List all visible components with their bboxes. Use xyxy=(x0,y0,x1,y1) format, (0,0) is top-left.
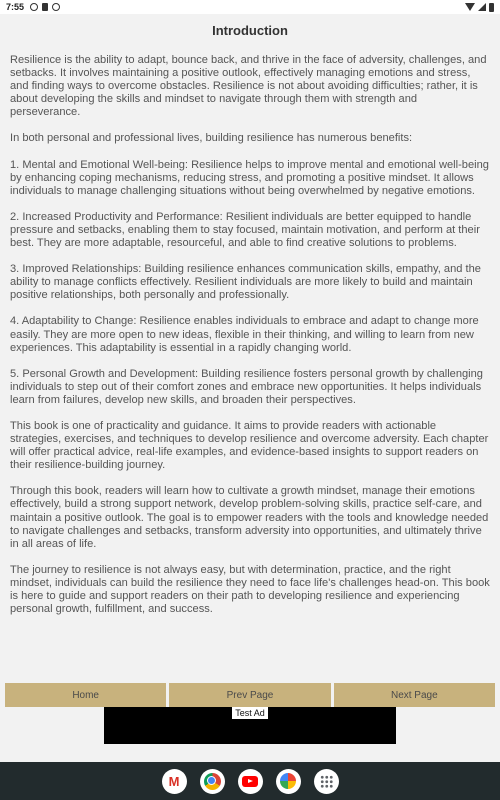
home-button[interactable]: Home xyxy=(5,683,166,707)
notification-icon xyxy=(30,3,38,11)
signal-icon xyxy=(478,3,486,11)
paragraph: 1. Mental and Emotional Well-being: Resilience helps to improve mental and emotional well-being by enhancing coping mechanisms, reducing stress, and promoting a positive mindset. It allows individuals to manage challenging situations without being overwhelmed by negative emotions. xyxy=(10,158,489,197)
ad-banner[interactable] xyxy=(104,707,396,744)
paragraph: Through this book, readers will learn how to cultivate a growth mindset, manage their emotions effectively, build a strong support network, develop problem-solving skills, practice self-care, and maintain a positive outlook. The goal is to empower readers with the tools and knowledge needed to navigate challenges and setbacks, transform adversity into opportunities, and ultimately thrive in all areas of life. xyxy=(10,485,489,550)
gmail-icon[interactable]: M xyxy=(162,769,187,794)
paragraph: 2. Increased Productivity and Performance: Resilient individuals are better equipped to handle pressure and setbacks, enabling them to stay focused, maintain motivation, and perform at their best. They are more adaptable, resourceful, and able to find creative solutions to problems. xyxy=(10,210,480,250)
notification-icon-2 xyxy=(52,3,60,11)
paragraph: 5. Personal Growth and Development: Building resilience fosters personal growth by challenging individuals to step out of their comfort zones and embrace new opportunities. It helps individuals learn from failures, develop new skills, and broaden their perspectives. xyxy=(10,367,483,406)
document-icon xyxy=(42,3,48,11)
status-left xyxy=(6,2,60,12)
paragraph: Resilience is the ability to adapt, bounce back, and thrive in the face of adversity, challenges, and setbacks. It involves maintaining a positive outlook, effectively managing emotions and stress, and finding ways to overcome obstacles. Resilience is not about avoiding difficulties; rather, it is about developing the skills and mindset to navigate through them with strength and perseverance. xyxy=(10,54,487,119)
status-right xyxy=(465,3,494,12)
app-dock xyxy=(0,762,500,800)
next-page-button[interactable]: Next Page xyxy=(334,683,495,707)
battery-icon xyxy=(489,3,494,12)
paragraph: In both personal and professional lives, building resilience has numerous benefits: xyxy=(10,132,413,145)
ad-label: Test Ad xyxy=(232,707,268,719)
page-title: Introduction xyxy=(212,23,288,38)
paragraph: This book is one of practicality and guidance. It aims to provide readers with actionable strategies, exercises, and techniques to develop resilience and overcome adversity. Each chapter will offer practical advice, real-life examples, and evidence-based insights to support readers on their resilience-building journey. xyxy=(10,419,489,472)
paragraph: 3. Improved Relationships: Building resilience enhances communication skills, empathy, and the ability to manage conflicts effectively. Resilient individuals are more likely to build and maintain positive relationships, both personally and professionally. xyxy=(10,263,481,302)
paragraph: 4. Adaptability to Change: Resilience enables individuals to embrace and adapt to change more easily. They are more open to new ideas, flexible in their thinking, and willing to learn from new experiences. This adaptability is essential in a rapidly changing world. xyxy=(10,315,479,354)
status-bar xyxy=(0,0,500,14)
status-time: 7:55 xyxy=(6,2,25,12)
reader-content[interactable] xyxy=(0,14,500,682)
page-navigation xyxy=(5,683,495,707)
wifi-icon xyxy=(465,3,475,11)
app-drawer-icon[interactable] xyxy=(314,769,339,794)
chrome-icon[interactable] xyxy=(200,769,225,794)
photos-icon[interactable] xyxy=(276,769,301,794)
youtube-icon[interactable] xyxy=(238,769,263,794)
paragraph: The journey to resilience is not always easy, but with determination, practice, and the right mindset, individuals can build the resilience they need to face life's challenges head-on. This book is here to guide and support readers on their path to developing resilience and experiencing personal growth, fulfillment, and success. xyxy=(10,563,490,616)
prev-page-button[interactable]: Prev Page xyxy=(169,683,330,707)
